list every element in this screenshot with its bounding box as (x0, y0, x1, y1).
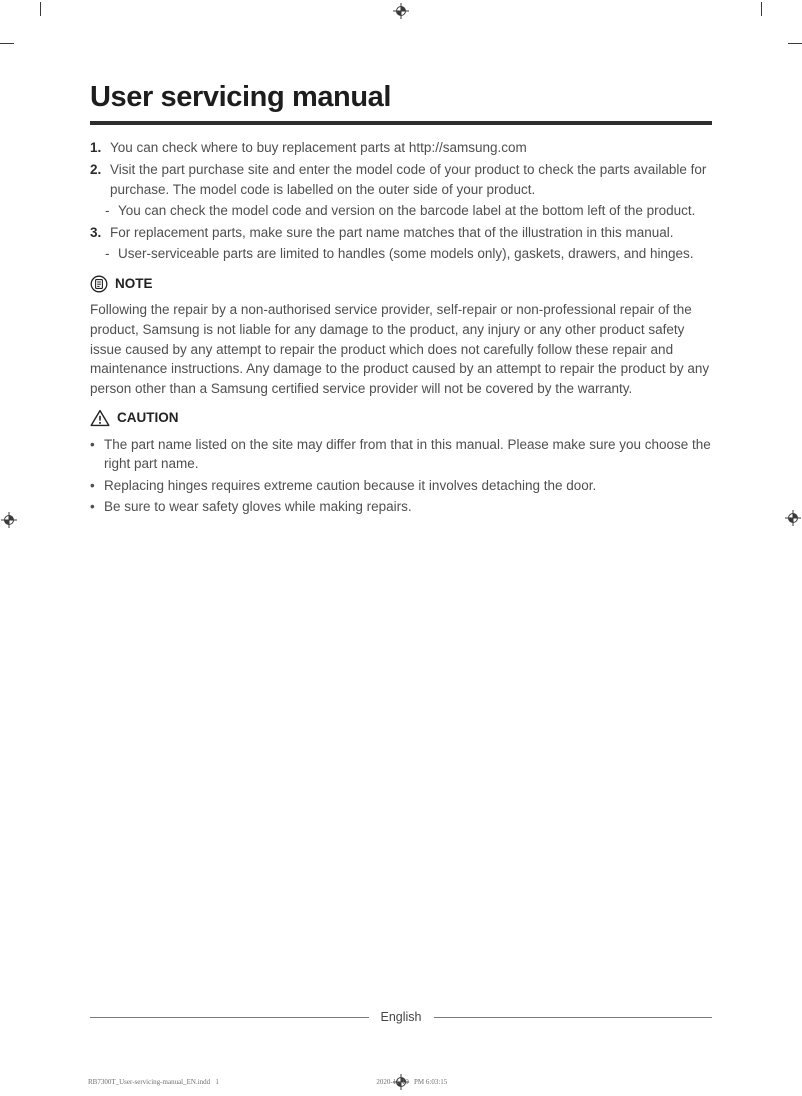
crop-mark (40, 2, 41, 16)
dash-marker: - (105, 246, 110, 262)
step-2-subitem (105, 201, 712, 221)
subitem-text: User-serviceable parts are limited to handles (some models only), gaskets, drawers, and hinges. (118, 246, 694, 262)
caution-text: Be sure to wear safety gloves while making repairs. (104, 499, 412, 515)
caution-text: Replacing hinges requires extreme caution because it involves detaching the door. (104, 477, 597, 493)
manual-content (90, 82, 712, 519)
note-icon (90, 275, 108, 293)
warning-triangle-icon (90, 409, 110, 427)
print-imprint: RB7300T_User-servicing-manual_EN.indd 1 2020-11-19 PM 6:03:15 (88, 1078, 448, 1086)
bullet-marker: • (90, 436, 95, 452)
subitem-text: You can check the model code and version on the barcode label at the bottom left of the product. (118, 203, 696, 219)
registration-mark-icon (785, 510, 801, 526)
step-item-3 (90, 223, 712, 243)
caution-item-2 (90, 476, 712, 496)
footer-rule-left (90, 1017, 369, 1018)
step-text: You can check where to buy replacement parts at http://samsung.com (110, 140, 527, 156)
step-number: 3. (90, 224, 102, 240)
note-label: NOTE (115, 275, 153, 291)
step-3-subitem (105, 244, 712, 264)
step-item-2 (90, 160, 712, 199)
step-number: 1. (90, 140, 102, 156)
crop-mark (0, 43, 14, 44)
caution-heading (90, 408, 712, 428)
bullet-marker: • (90, 477, 95, 493)
footer-language-label: English (380, 1010, 422, 1024)
caution-text: The part name listed on the site may differ from that in this manual. Please make sure you choose the right part name. (104, 436, 711, 472)
note-heading (90, 274, 712, 294)
note-paragraph: Following the repair by a non-authorised service provider, self-repair or non-professional repair of the product, Samsung is not liable for any damage to the product, any injury or any other product safety issue caused by any attempt to repair the product which does not carefully follow these repair and maintenance instructions. Any damage to the product caused by an attempt to repair the product by any person other than a Samsung certified service provider will not be covered by the warranty. (90, 302, 710, 396)
caution-label: CAUTION (117, 410, 179, 426)
page-title: User servicing manual (90, 82, 712, 125)
caution-item-1 (90, 435, 712, 474)
page-footer (90, 1010, 712, 1024)
step-text: For replacement parts, make sure the part name matches that of the illustration in this manual. (110, 224, 674, 240)
step-number: 2. (90, 162, 102, 177)
bullet-marker: • (90, 499, 95, 515)
registration-mark-icon (1, 512, 17, 528)
step-text: Visit the part purchase site and enter the model code of your product to check the parts available for purchase. The model code is labelled on the outer side of your product. (110, 162, 707, 197)
crop-mark (788, 43, 802, 44)
registration-mark-icon (393, 3, 409, 19)
caution-item-3 (90, 497, 712, 517)
step-item-1 (90, 138, 712, 158)
footer-rule-right (434, 1017, 713, 1018)
dash-marker: - (105, 203, 110, 219)
crop-mark (761, 2, 762, 16)
